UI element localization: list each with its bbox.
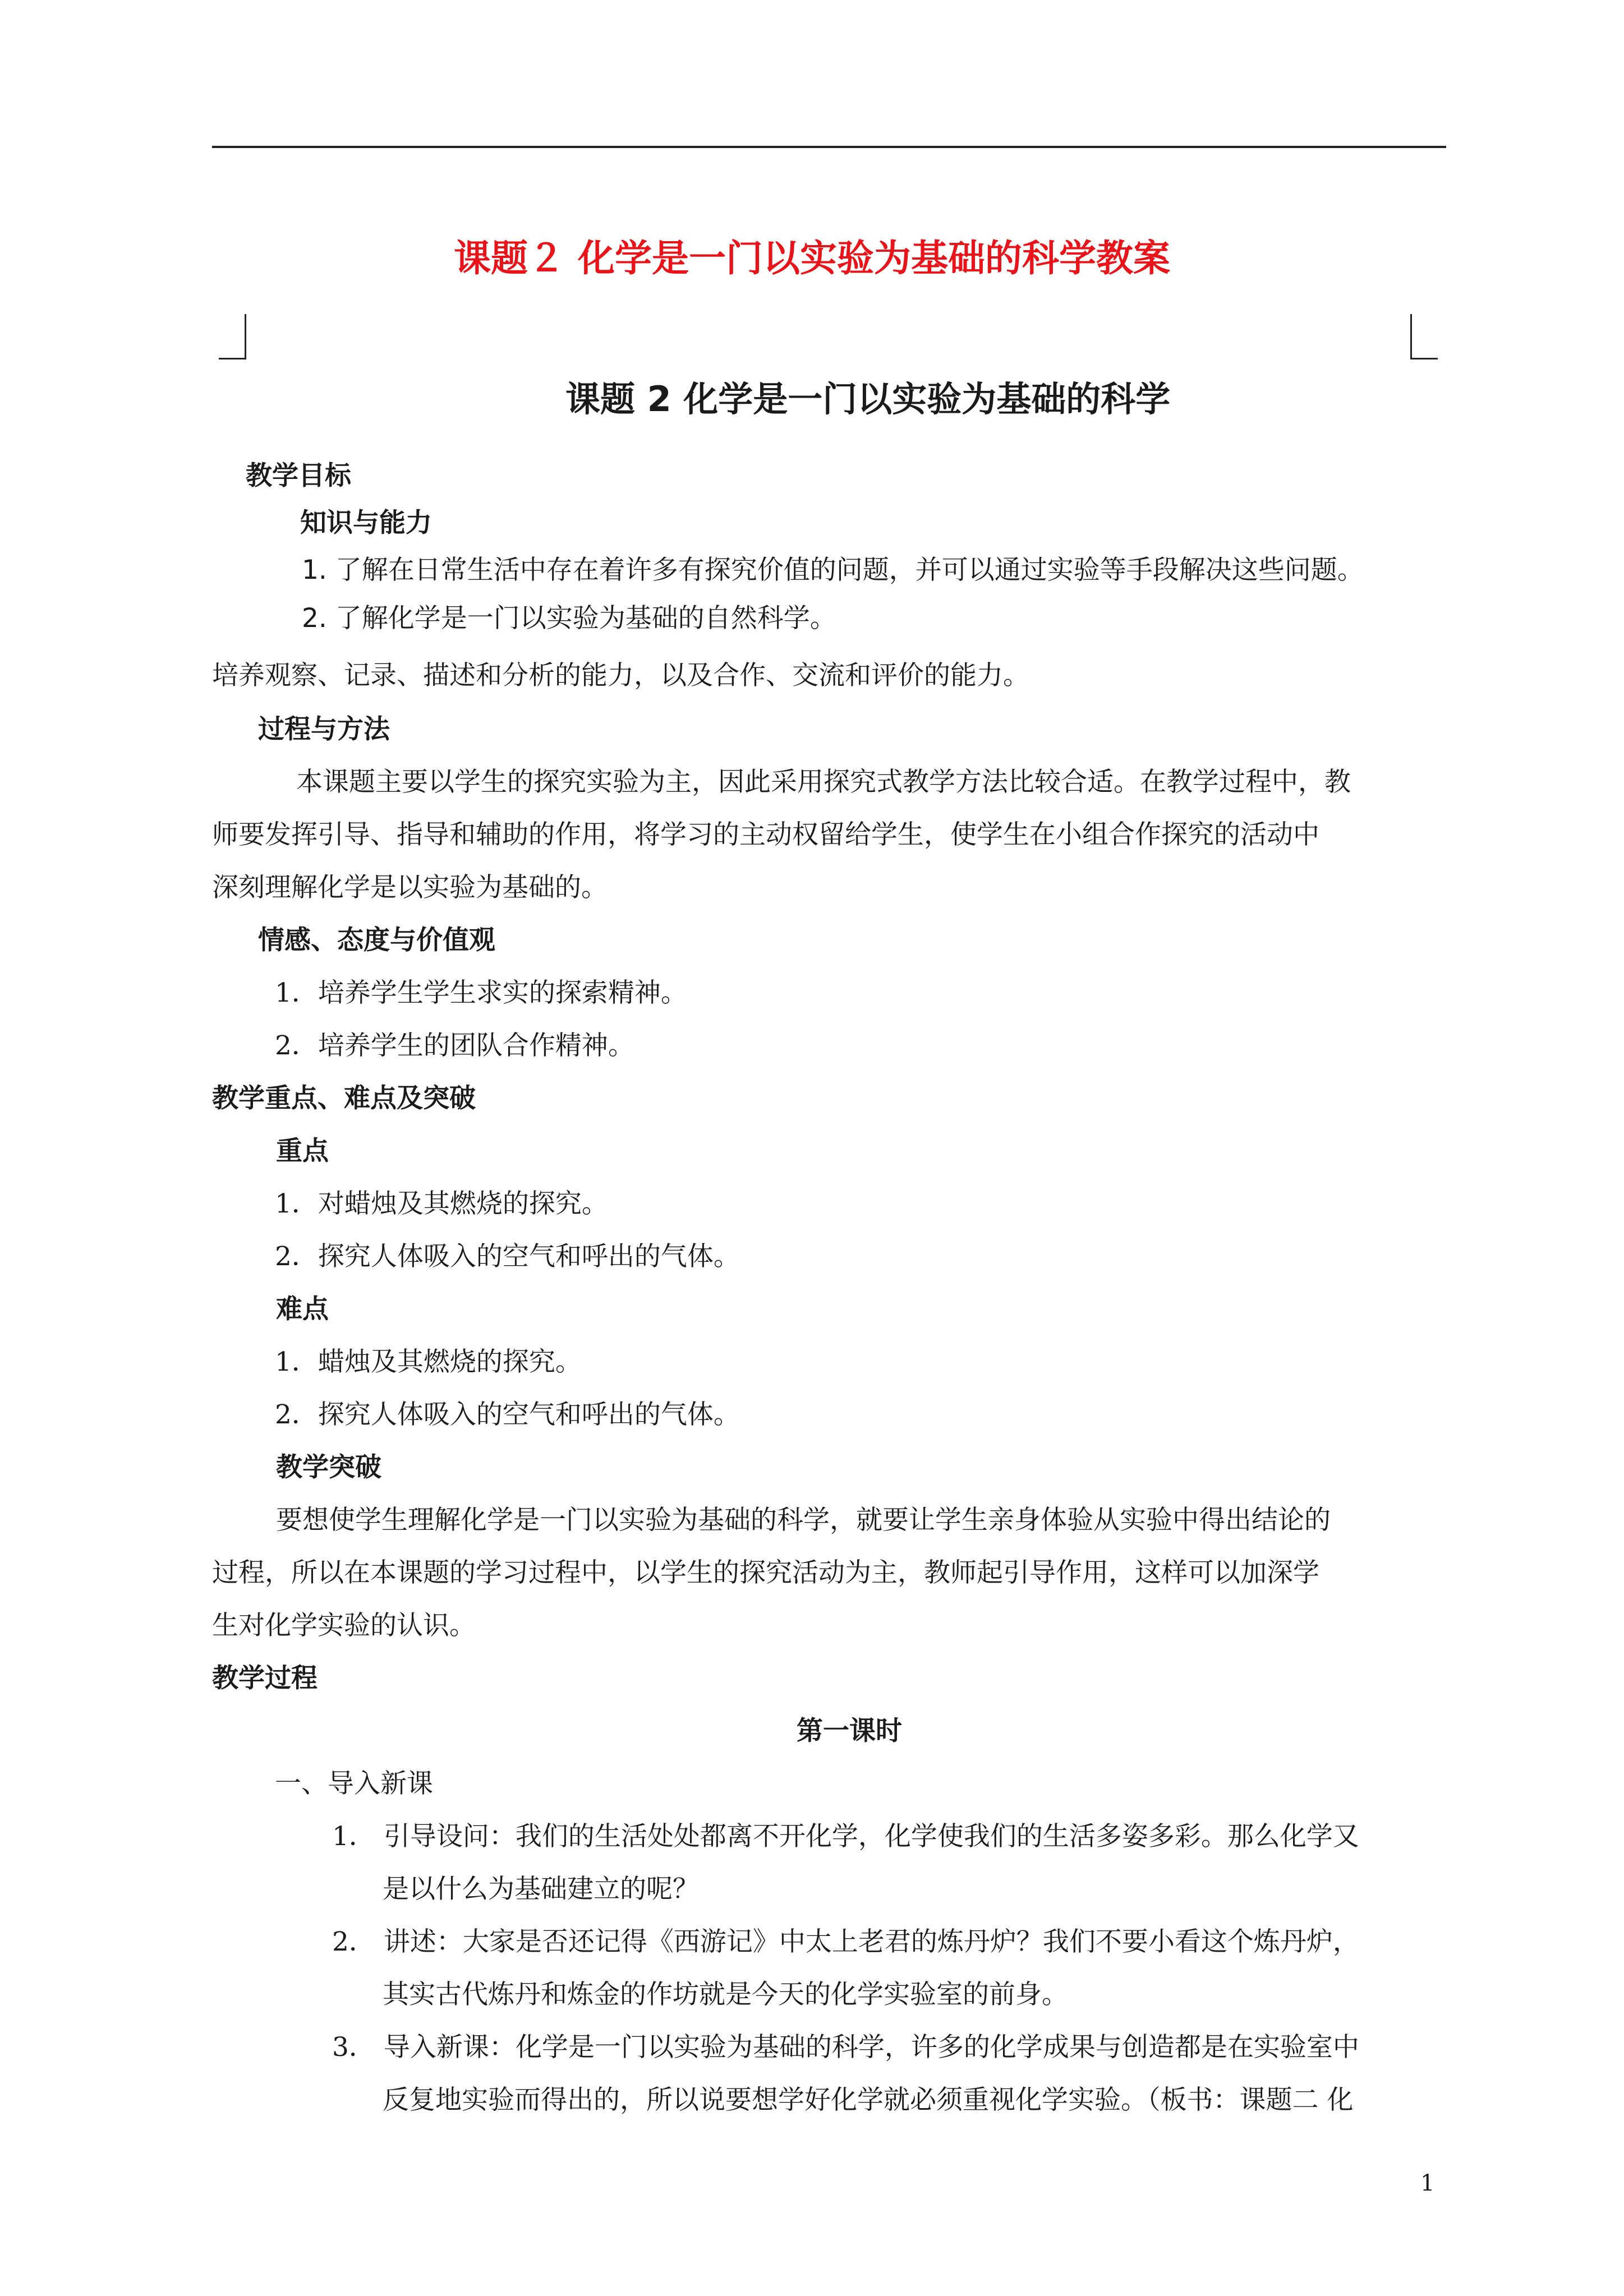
paragraph-line: 深刻理解化学是以实验为基础的。 [212, 872, 608, 903]
document-subtitle: 课题 2 化学是一门以实验为基础的科学 [565, 379, 1171, 419]
list-item: 2．探究人体吸入的空气和呼出的气体。 [275, 1241, 740, 1272]
heading-knowledge-ability: 知识与能力 [300, 508, 432, 538]
step-line: 3． 导入新课：化学是一门以实验为基础的科学，许多的化学成果与创造都是在实验室中 [332, 2032, 1359, 2063]
list-item: 1．对蜡烛及其燃烧的探究。 [275, 1188, 608, 1219]
paragraph-line: 过程，所以在本课题的学习过程中，以学生的探究活动为主，教师起引导作用，这样可以加深学 [212, 1557, 1319, 1588]
list-item: 1．培养学生学生求实的探索精神。 [275, 978, 687, 1008]
heading-teaching-goals: 教学目标 [246, 460, 351, 491]
paragraph-line: 生对化学实验的认识。 [212, 1610, 476, 1641]
step-line: 2． 讲述：大家是否还记得《西游记》中太上老君的炼丹炉？我们不要小看这个炼丹炉， [332, 1926, 1359, 1957]
section-heading: 一、导入新课 [275, 1768, 433, 1799]
step-line: 1． 引导设问：我们的生活处处都离不开化学，化学使我们的生活多姿多彩。那么化学又 [332, 1821, 1359, 1852]
heading-process-method: 过程与方法 [258, 714, 390, 745]
knowledge-item: 1. 了解在日常生活中存在着许多有探究价值的问题，并可以通过实验等手段解决这些问题。 [302, 555, 1364, 585]
step-line: 反复地实验而得出的，所以说要想学好化学就必须重视化学实验。（板书：课题二 化 [383, 2085, 1354, 2115]
heading-key-points: 教学重点、难点及突破 [212, 1083, 476, 1114]
paragraph-line: 要想使学生理解化学是一门以实验为基础的科学，就要让学生亲身体验从实验中得出结论的 [276, 1505, 1331, 1536]
page-number: 1 [1420, 2170, 1435, 2196]
paragraph-line: 师要发挥引导、指导和辅助的作用，将学习的主动权留给学生，使学生在小组合作探究的活动中 [212, 819, 1319, 850]
heading-teaching-process: 教学过程 [212, 1663, 318, 1694]
heading-emotion: 情感、态度与价值观 [258, 925, 495, 956]
document-title: 课题２ 化学是一门以实验为基础的科学教案 [454, 237, 1170, 280]
list-item: 2．探究人体吸入的空气和呼出的气体。 [275, 1399, 740, 1430]
header-rule [212, 146, 1446, 148]
corner-mark-right [1410, 314, 1438, 359]
list-item: 1．蜡烛及其燃烧的探究。 [275, 1347, 582, 1377]
knowledge-item: 2. 了解化学是一门以实验为基础的自然科学。 [302, 603, 836, 634]
corner-mark-left [219, 314, 246, 359]
heading-first-lesson: 第一课时 [797, 1716, 902, 1746]
heading-focus: 重点 [276, 1136, 329, 1167]
heading-difficulty: 难点 [276, 1294, 329, 1325]
list-item: 2．培养学生的团队合作精神。 [275, 1030, 634, 1061]
step-line: 其实古代炼丹和炼金的作坊就是今天的化学实验室的前身。 [383, 1979, 1068, 2010]
heading-breakthrough: 教学突破 [276, 1452, 381, 1483]
paragraph-line: 本课题主要以学生的探究实验为主，因此采用探究式教学方法比较合适。在教学过程中，教 [296, 767, 1351, 797]
step-line: 是以什么为基础建立的呢？ [383, 1874, 699, 1905]
ability-text: 培养观察、记录、描述和分析的能力，以及合作、交流和评价的能力。 [212, 660, 1029, 691]
